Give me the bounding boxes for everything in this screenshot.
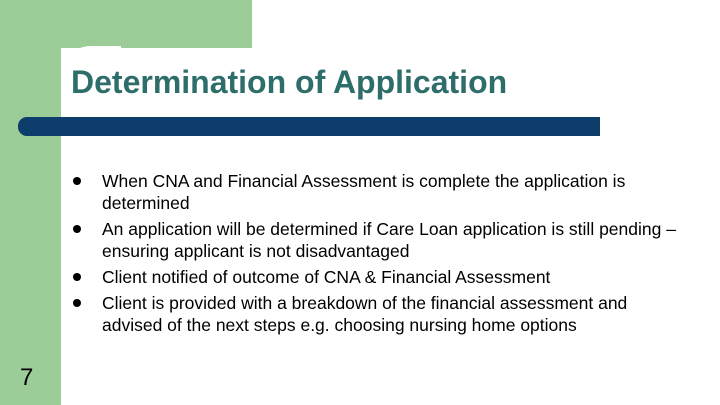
title-underline-bar [18,117,600,136]
bullet-item [71,218,691,262]
bullet-item [71,266,691,288]
bullet-item [71,170,691,214]
bullet-dot-icon [73,177,81,185]
bullet-dot-icon [73,299,81,307]
bullet-item [71,292,691,336]
bullet-dot-icon [73,225,81,233]
decorative-green-band-left [0,0,61,405]
slide-title: Determination of Application [71,64,508,100]
bullet-dot-icon [73,273,81,281]
slide-number: 7 [20,364,34,391]
bullet-text: Client notified of outcome of CNA & Financial Assessment [102,267,551,287]
bullet-text: When CNA and Financial Assessment is complete the application is determined [102,171,626,213]
bullet-text: An application will be determined if Care Loan application is still pending – ensuring applicant is not disadvantaged [102,219,676,261]
bullet-text: Client is provided with a breakdown of the financial assessment and advised of the next steps e.g. choosing nursing home options [102,293,628,335]
bullet-list [71,170,691,340]
